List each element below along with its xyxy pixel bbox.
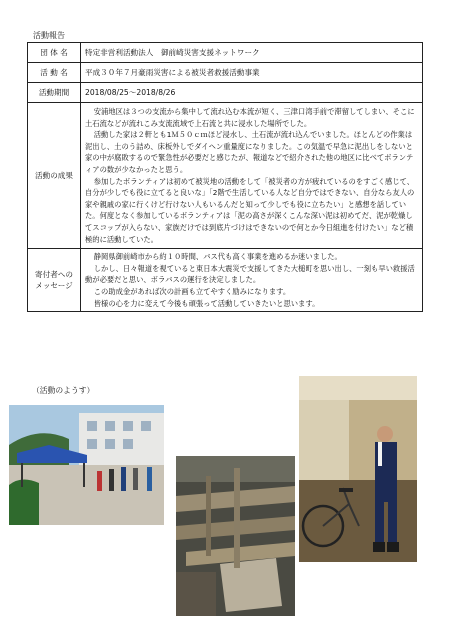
message-paragraph: 皆様の心を力に変えて今後も頑張って活動していきたいと思います。 xyxy=(93,298,320,308)
results-paragraph: 活動した家は２軒とも1Ｍ５０ｃｍほど浸水し、土石流が流れ込んでいました。ほとんどの作業は泥出し、土のう詰め、床板外しでダイヘン重量度になりました。この気温で早急に泥出しをしないと家の中が腐敗するので緊急性が必要だと感じたが、報道などで紹介された他の地区に比べてボランティアの数が少なかったと思う。 xyxy=(85,130,414,174)
org-label: 団 体 名 xyxy=(28,43,81,63)
photo-volunteer-bicycle xyxy=(299,376,417,562)
org-value: 特定非営利活動法人 御前崎災害支援ネットワーク xyxy=(81,43,423,63)
report-title: 活動報告 xyxy=(33,31,65,40)
results-label: 活動の成果 xyxy=(28,103,81,249)
report-table xyxy=(27,42,423,312)
activity-name-value: 平成３０年７月豪雨災害による被災者救援活動事業 xyxy=(81,63,423,83)
period-value: 2018/08/25～2018/8/26 xyxy=(81,83,423,103)
photo-volunteer-tent xyxy=(9,405,164,525)
photo-floor-debris xyxy=(176,456,295,616)
message-label: 寄付者への メッセージ xyxy=(28,249,81,312)
results-paragraph: 安浦地区は３つの支流から集中して流れ込む本流が短く、三津口湾手前で滞留してしまい、そこに土石流などが流れこみ支流流域で上石流と共に浸水した場所でした。 xyxy=(85,107,415,128)
results-body xyxy=(81,103,423,249)
message-paragraph: 静岡県御前崎市から約１０時間、バス代も高く事業を進めるか迷いました。 xyxy=(93,252,342,262)
message-paragraph: しかし、日々報道を視ていると東日本大震災で支援してきた大槌町を思い出し、一刻も早い救援活動が必要だと思い、ボラバスの運行を決定しました。 xyxy=(85,263,415,285)
activity-name-label: 活 動 名 xyxy=(28,63,81,83)
results-paragraph: 参加したボランティアは初めて被災地の活動をして「被災者の方が疲れているのをすごく感じて、自分が少しでも役に立てると良いな」「2階で生活している人など自分ではできない、自分なら友人の家や親戚の家に行くけど行けない人もいるんだと知って少しでも役に立ちたい」と感想を話していた。何度となく参加しているボランティアは「泥の高さが深くこんな深い泥は初めてだ、泥が乾燥してスコップが入らない、家族だけでは到底片づけはできないので何とか今日組進を付けたい」など積極的に活動していた。 xyxy=(85,176,415,244)
photos-title: （活動のようす） xyxy=(32,386,95,395)
period-label: 活動期間 xyxy=(28,83,81,103)
message-body xyxy=(81,249,423,312)
message-paragraph: この助成金があれば次の計画も立てやすく励みになります。 xyxy=(93,286,291,296)
